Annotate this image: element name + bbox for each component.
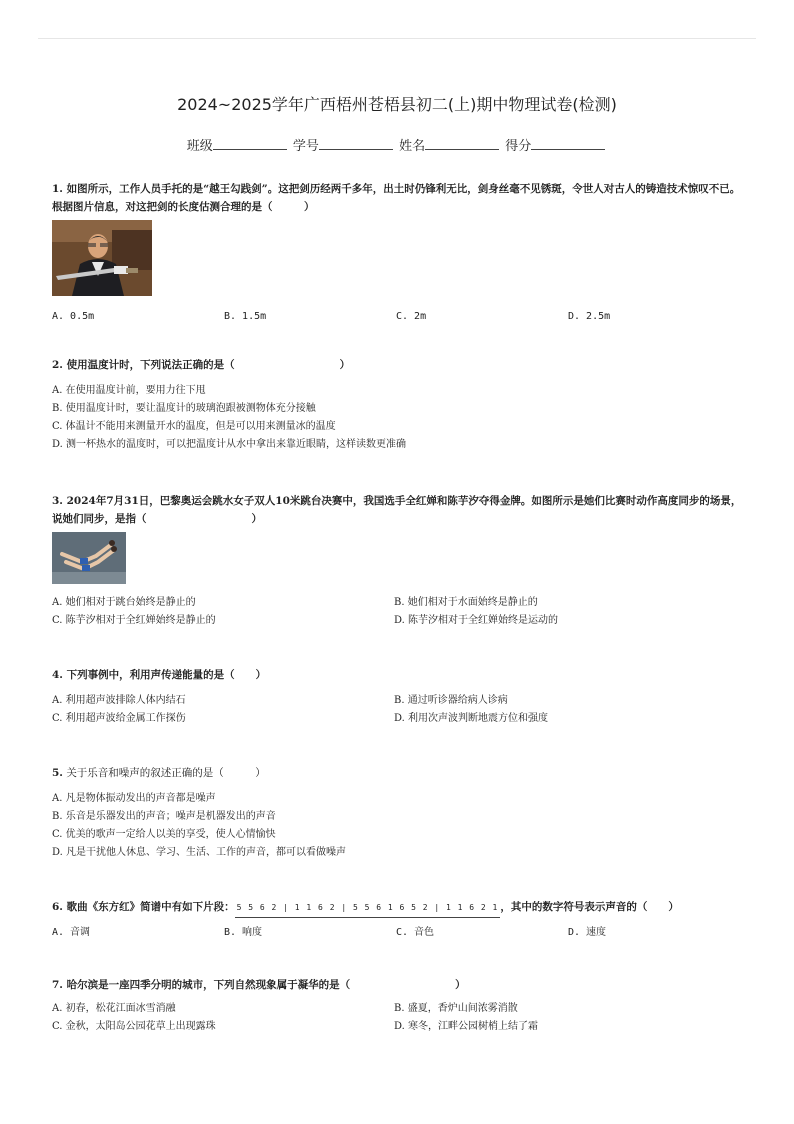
option-b[interactable]: B. 盛夏，香炉山间浓雾消散 — [394, 1003, 518, 1014]
option-b[interactable]: B. 使用温度计时，要让温度计的玻璃泡跟被测物体充分接触 — [52, 403, 316, 414]
option-c[interactable]: C. 体温计不能用来测量开水的温度，但是可以用来测量冰的温度 — [52, 421, 336, 432]
option-a[interactable]: A. 利用超声波排除人体内结石 — [52, 695, 186, 706]
options — [52, 692, 742, 728]
header-rule — [38, 38, 756, 39]
diving-photo — [52, 532, 126, 584]
option-d[interactable]: D. 凡是干扰他人休息、学习、生活、工作的声音，都可以看做噪声 — [52, 847, 347, 858]
question-5: 5. 关于乐音和噪声的叙述正确的是（ ） A. 凡是物体振动发出的声音都是噪声 B. 乐音是乐器发出的声音；噪声是机器发出的声音 C. 优美的歌声一定给人以美的享受，使人心情愉快 D. 凡是干扰他人休息、学习、生活、工作的声音，都可以看做噪声 — [52, 764, 742, 862]
option-a[interactable]: A. 0.5m — [52, 311, 95, 322]
options — [52, 790, 742, 862]
option-d[interactable]: D. 寒冬，江畔公园树梢上结了霜 — [394, 1021, 539, 1032]
question-4: 4. 下列事例中，利用声传递能量的是（ ） A. 利用超声波排除人体内结石 B. 通过听诊器给病人诊病 C. 利用超声波给金属工作探伤 D. 利用次声波判断地震方位和强度 — [52, 666, 742, 728]
options — [52, 308, 742, 326]
question-3: 3. 2024年7月31日，巴黎奥运会跳水女子双人10米跳台决赛中，我国选手全红婵和陈芋汐夺得金牌。如图所示是她们比赛时动作高度同步的场景，说她们同步，是指（ ） A. 她们相对于跳台始终是静止的 B. 她们相对于水面始终是静止的 C. 陈芋汐相对于全红婵始终是静止的 D. 陈芋汐相对于全红婵始终是运动的 — [52, 492, 742, 630]
options — [52, 1000, 742, 1036]
option-a[interactable]: A. 凡是物体振动发出的声音都是噪声 — [52, 793, 216, 804]
option-c[interactable]: C. 利用超声波给金属工作探伤 — [52, 713, 186, 724]
option-d[interactable]: D. 测一杯热水的温度时，可以把温度计从水中拿出来靠近眼睛，这样读数更准确 — [52, 439, 407, 450]
options — [52, 924, 742, 942]
name-field[interactable]: 姓名 — [399, 135, 501, 154]
option-d[interactable]: D. 2.5m — [568, 311, 611, 322]
option-b[interactable]: B. 1.5m — [224, 311, 267, 322]
score-field[interactable]: 得分 — [505, 135, 607, 154]
options — [52, 594, 742, 630]
option-c[interactable]: C. 优美的歌声一定给人以美的享受，使人心情愉快 — [52, 829, 276, 840]
student-info-line — [0, 135, 794, 154]
question-1: 1. 如图所示，工作人员手托的是“越王勾践剑”。这把剑历经两千多年，出土时仍锋利无比，剑身丝毫不见锈斑，令世人对古人的铸造技术惊叹不已。根据图片信息，对这把剑的长度估测合理的是（ ） A. 0.5m B. 1.5m C. 2m D. 2.5m — [52, 180, 742, 326]
options — [52, 382, 742, 454]
option-b[interactable]: B. 她们相对于水面始终是静止的 — [394, 597, 538, 608]
option-d[interactable]: D. 速度 — [568, 927, 607, 938]
option-c[interactable]: C. 音色 — [396, 927, 435, 938]
option-b[interactable]: B. 乐音是乐器发出的声音；噪声是机器发出的声音 — [52, 811, 276, 822]
option-d[interactable]: D. 利用次声波判断地震方位和强度 — [394, 713, 549, 724]
class-field[interactable]: 班级 — [187, 135, 289, 154]
option-a[interactable]: A. 在使用温度计前，要用力往下甩 — [52, 385, 206, 396]
option-a[interactable]: A. 音调 — [52, 927, 91, 938]
option-d[interactable]: D. 陈芋汐相对于全红婵始终是运动的 — [394, 615, 559, 626]
sword-photo — [52, 220, 152, 296]
option-c[interactable]: C. 金秋，太阳岛公园花草上出现露珠 — [52, 1021, 216, 1032]
page-title: 2024~2025学年广西梧州苍梧县初二(上)期中物理试卷(检测) — [177, 95, 617, 114]
option-b[interactable]: B. 响度 — [224, 927, 263, 938]
question-7: 7. 哈尔滨是一座四季分明的城市，下列自然现象属于凝华的是（ ） A. 初春，松花江面冰雪消融 B. 盛夏，香炉山间浓雾消散 C. 金秋，太阳岛公园花草上出现露珠 D. 寒冬，江畔公园树梢上结了霜 — [52, 976, 742, 1036]
question-6: 6. 歌曲《东方红》简谱中有如下片段： 5 5 6 2 | 1 1 6 2 | 5 5 6 1 6 5 2 | 1 1 6 2 1 ，其中的数字符号表示声音的（ ） A. 音调 B. 响度 C. 音色 D. 速度 — [52, 898, 742, 942]
student-id-field[interactable]: 学号 — [293, 135, 395, 154]
question-2: 2. 使用温度计时，下列说法正确的是（ ） A. 在使用温度计前，要用力往下甩 B. 使用温度计时，要让温度计的玻璃泡跟被测物体充分接触 C. 体温计不能用来测量开水的温度，但是可以用来测量冰的温度 D. 测一杯热水的温度时，可以把温度计从水中拿出来靠近眼睛，这样读数更准确 — [52, 356, 742, 454]
music-notation: 5 5 6 2 | 1 1 6 2 | 5 5 6 1 6 5 2 | 1 1 6 2 1 — [235, 899, 501, 918]
option-a[interactable]: A. 她们相对于跳台始终是静止的 — [52, 597, 196, 608]
option-a[interactable]: A. 初春，松花江面冰雪消融 — [52, 1003, 176, 1014]
option-c[interactable]: C. 陈芋汐相对于全红婵始终是静止的 — [52, 615, 216, 626]
option-b[interactable]: B. 通过听诊器给病人诊病 — [394, 695, 508, 706]
option-c[interactable]: C. 2m — [396, 311, 427, 322]
